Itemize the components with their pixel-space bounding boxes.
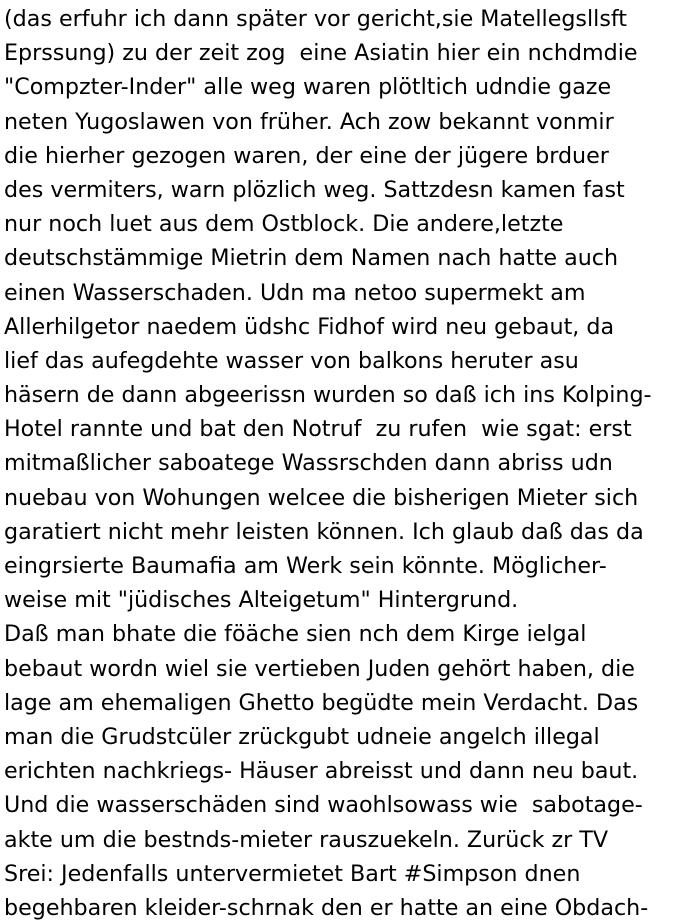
text-line-1: (das erfuhr ich dann später vor gericht,sie Matellegsllsft (4, 6, 627, 32)
text-line-8: deutschstämmige Mietrin dem Namen nach hatte auch (4, 245, 619, 272)
text-line-18: weise mit "jüdisches Alteigetum" Hintergrund. (4, 587, 519, 614)
text-line-2: Eprssung) zu der zeit zog eine Asiatin hier ein nchdmdie (4, 40, 638, 67)
text-line-25: akte um die bestnds-mieter rauszuekeln. Zurück zr TV (4, 826, 609, 853)
text-line-13: Hotel rannte und bat den Notruf zu rufen wie sgat: erst (4, 416, 632, 443)
text-line-16: garatiert nicht mehr leisten können. Ich glaub daß das da (4, 518, 644, 545)
text-line-5: die hierher gezogen waren, der eine der jügere brduer (4, 142, 609, 169)
text-line-22: man die Grudstcüler zrückgubt udneie angelch illegal (4, 723, 600, 750)
text-line-4: neten Yugoslawen von früher. Ach zow bekannt vonmir (4, 108, 614, 135)
text-line-20: bebaut wordn wiel sie vertieben Juden gehört haben, die (4, 655, 635, 682)
text-line-15: nuebau von Wohungen welcee die bisherigen Mieter sich (4, 484, 639, 511)
text-line-21: lage am ehemaligen Ghetto begüdte mein Verdacht. Das (4, 689, 639, 716)
text-line-3: "Compzter-Inder" alle weg waren plötltich udndie gaze (4, 74, 612, 101)
text-line-6: des vermiters, warn plözlich weg. Sattzdesn kamen fast (4, 176, 625, 203)
text-line-12: häsern de dann abgeerissn wurden so daß ich ins Kolping- (4, 382, 652, 409)
text-line-9: einen Wasserschaden. Udn ma netoo supermekt am (4, 279, 586, 306)
text-line-17: eingrsierte Baumafia am Werk sein könnte. Möglicher- (4, 553, 607, 579)
text-line-11: lief das aufegdehte wasser von balkons heruter asu (4, 347, 579, 374)
text-line-19: Daß man bhate die föäche sien nch dem Kirge ielgal (4, 621, 587, 648)
body-text (4, 2, 680, 920)
text-line-27: begehbaren kleider-schrnak den er hatte an eine Obdach- (4, 894, 649, 920)
text-line-7: nur noch luet aus dem Ostblock. Die andere,letzte (4, 211, 564, 238)
text-line-23: erichten nachkriegs- Häuser abreisst und dann neu baut. (4, 758, 639, 785)
text-line-26: Srei: Jedenfalls untervermietet Bart #Simpson dnen (4, 860, 581, 887)
text-line-24: Und die wasserschäden sind waohlsowass wie sabotage- (4, 792, 643, 819)
text-line-10: Allerhilgetor naedem üdshc Fidhof wird neu gebaut, da (4, 313, 615, 340)
text-line-14: mitmaßlicher saboatege Wassrschden dann abriss udn (4, 450, 613, 477)
